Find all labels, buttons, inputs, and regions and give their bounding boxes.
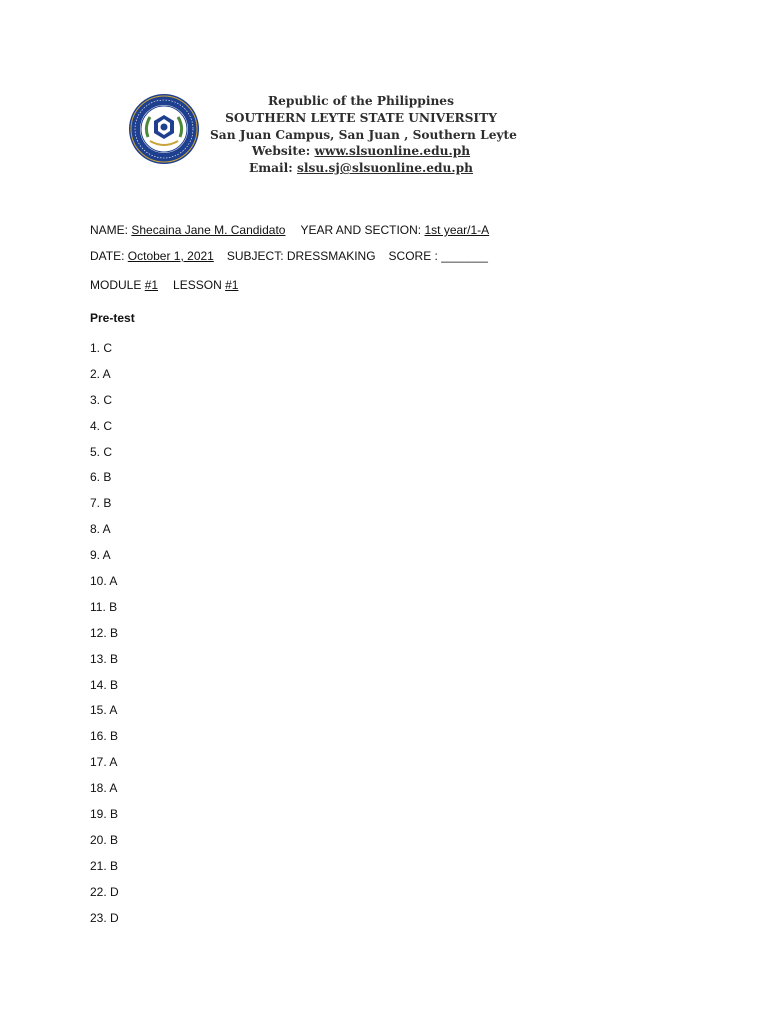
date-value: October 1, 2021 (127, 249, 214, 263)
answer-item: 23. D (90, 910, 119, 925)
lesson-label: LESSON (173, 278, 226, 292)
answer-list (90, 340, 119, 935)
letterhead-university: SOUTHERN LEYTE STATE UNIVERSITY (225, 110, 497, 125)
answer-item: 9. A (90, 548, 111, 563)
module-label: MODULE (90, 278, 145, 292)
year-label: YEAR AND SECTION: (300, 223, 425, 237)
university-seal-icon (128, 93, 200, 165)
website-link[interactable]: www.slsuonline.edu.ph (314, 144, 471, 159)
answer-item: 21. B (90, 858, 119, 873)
answer-item: 16. B (90, 729, 119, 744)
answer-item: 18. A (90, 781, 118, 796)
name-value: Shecaina Jane M. Candidato (131, 223, 286, 237)
letterhead (210, 93, 517, 177)
email-label: Email: (248, 161, 298, 176)
answer-item: 12. B (90, 625, 119, 640)
answer-item: 22. D (90, 884, 119, 899)
answer-item: 1. C (90, 341, 113, 355)
answer-item: 7. B (90, 496, 112, 511)
score-label: SCORE : (388, 249, 442, 263)
answer-item: 5. C (90, 444, 113, 459)
letterhead-website (210, 143, 512, 160)
answer-item: 6. B (90, 470, 112, 485)
answer-item: 15. A (90, 703, 118, 718)
answer-item: 11. B (90, 599, 118, 614)
answer-item: 8. A (90, 522, 111, 537)
section-title: Pre-test (90, 311, 135, 325)
letterhead-email (210, 160, 512, 177)
date-row (90, 248, 488, 264)
answer-item: 2. A (90, 366, 111, 381)
name-row (90, 222, 489, 238)
module-value: #1 (144, 278, 159, 292)
answer-item: 17. A (90, 755, 118, 770)
letterhead-country: Republic of the Philippines (268, 94, 454, 108)
website-label: Website: (251, 144, 315, 159)
answer-item: 3. C (90, 392, 113, 407)
module-row (90, 277, 238, 293)
score-blank: _______ (441, 249, 488, 263)
email-link[interactable]: slsu.sj@slsuonline.edu.ph (297, 161, 474, 176)
year-value: 1st year/1-A (424, 223, 490, 237)
subject-label: SUBJECT: DRESSMAKING (226, 249, 376, 263)
letterhead-campus: San Juan Campus, San Juan , Southern Leyte (210, 127, 517, 142)
lesson-value: #1 (225, 278, 239, 292)
answer-item: 10. A (90, 574, 118, 589)
answer-item: 19. B (90, 807, 119, 822)
answer-item: 13. B (90, 651, 119, 666)
date-label: DATE: (90, 249, 128, 263)
answer-item: 14. B (90, 677, 119, 692)
answer-item: 4. C (90, 418, 113, 433)
answer-item: 20. B (90, 832, 119, 847)
name-label: NAME: (90, 223, 132, 237)
